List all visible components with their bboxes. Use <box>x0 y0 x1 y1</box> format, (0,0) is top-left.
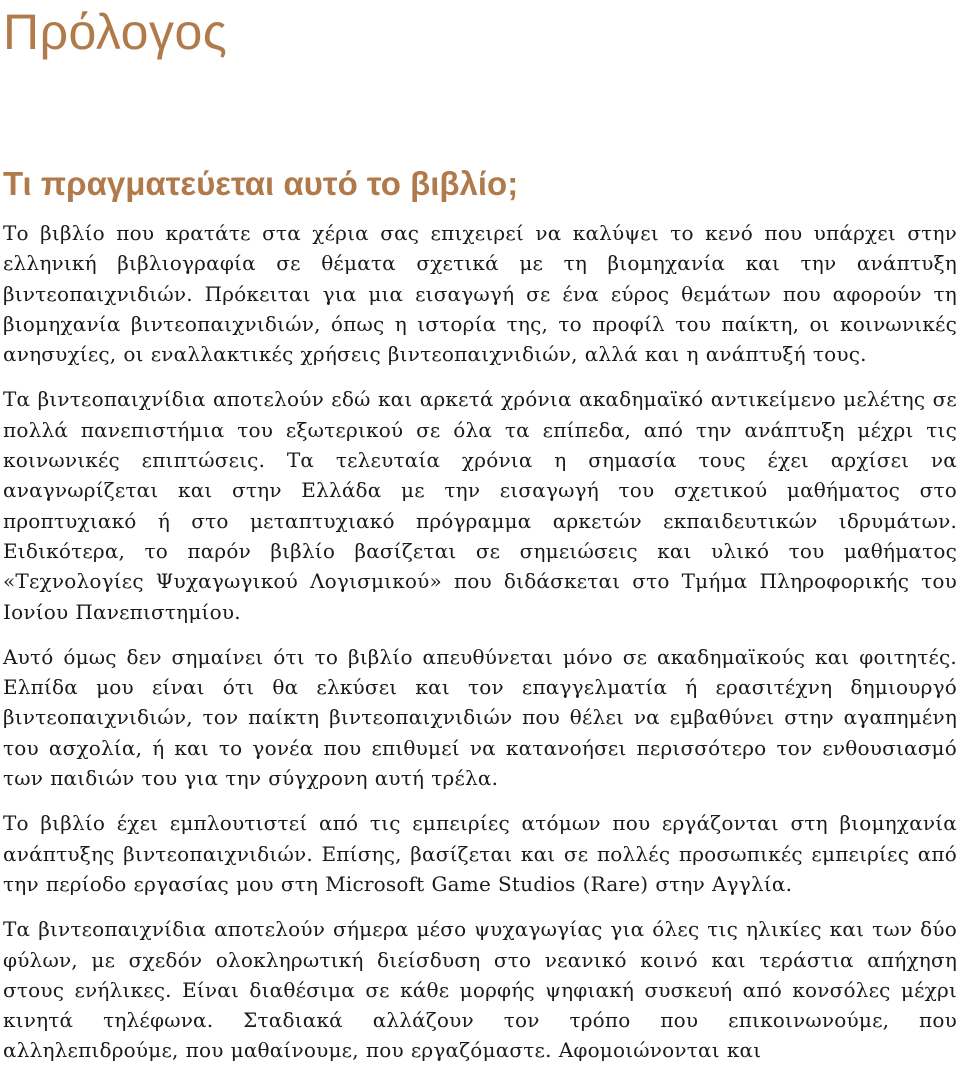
paragraph: Το βιβλίο έχει εμπλουτιστεί από τις εμπειρίες ατόμων που εργάζονται στη βιομηχανία ανάπτυξης βιντεοπαιχνιδιών. Επίσης, βασίζεται και σε πολλές προσωπικές εμπειρίες από την περίοδο εργασίας μου στη Microsoft Game Studios (Rare) στην Αγγλία. <box>3 811 957 896</box>
paragraph: Τα βιντεοπαιχνίδια αποτελούν σήμερα μέσο ψυχαγωγίας για όλες τις ηλικίες και των δύο φύλων, με σχεδόν ολοκληρωτική διείσδυση στο νεανικό κοινό και τεράστια απήχηση στους ενήλικες. Είναι διαθέσιμα σε κάθε μορφής ψηφιακή συσκευή από κονσόλες μέχρι κινητά τηλέφωνα. Σταδιακά αλλάζουν τον τρόπο που επικοινωνούμε, που αλληλεπιδρούμε, που μαθαίνουμε, που εργαζόμαστε. Αφομοιώνονται και <box>3 917 957 1063</box>
chapter-title: Πρόλογος <box>3 4 228 60</box>
paragraph: Τα βιντεοπαιχνίδια αποτελούν εδώ και αρκετά χρόνια ακαδημαϊκό αντικείμενο μελέτης σε πολλά πανεπιστήμια του εξωτερικού σε όλα τα επίπεδα, από την ανάπτυξη μέχρι τις κοινωνικές επιπτώσεις. Τα τελευταία χρόνια η σημασία τους έχει αρχίσει να αναγνωρίζεται και στην Ελλάδα με την εισαγωγή του σχετικού μαθήματος στο προπτυχιακό ή στο μεταπτυχιακό πρόγραμμα αρκετών εκπαιδευτικών ιδρυμάτων. Ειδικότερα, το παρόν βιβλίο βασίζεται σε σημειώσεις και υλικό του μαθήματος «Τεχνολογίες Ψυχαγωγικού Λογισμικού» που διδάσκεται στο Τμήμα Πληροφορικής του Ιονίου Πανεπιστημίου. <box>3 387 957 624</box>
paragraph: Το βιβλίο που κρατάτε στα χέρια σας επιχειρεί να καλύψει το κενό που υπάρχει στην ελληνική βιβλιογραφία σε θέματα σχετικά με τη βιομηχανία και την ανάπτυξη βιντεοπαιχνιδιών. Πρόκειται για μια εισαγωγή σε ένα εύρος θεμάτων που αφορούν τη βιομηχανία βιντεοπαιχνιδιών, όπως η ιστορία της, το προφίλ του παίκτη, οι κοινωνικές ανησυχίες, οι εναλλακτικές χρήσεις βιντεοπαιχνιδιών, αλλά και η ανάπτυξή τους. <box>3 221 957 367</box>
paragraph: Αυτό όμως δεν σημαίνει ότι το βιβλίο απευθύνεται μόνο σε ακαδημαϊκούς και φοιτητές. Ελπίδα μου είναι ότι θα ελκύσει και τον επαγγελματία ή ερασιτέχνη δημιουργό βιντεοπαιχνιδιών, τον παίκτη βιντεοπαιχνιδιών που θέλει να εμβαθύνει στην αγαπημένη του ασχολία, ή και το γονέα που επιθυμεί να κατανοήσει περισσότερο τον ενθουσιασμό των παιδιών του για την σύγχρονη αυτή τρέλα. <box>3 644 957 791</box>
body-text <box>3 218 957 1081</box>
section-title: Τι πραγματεύεται αυτό το βιβλίο; <box>3 165 519 202</box>
